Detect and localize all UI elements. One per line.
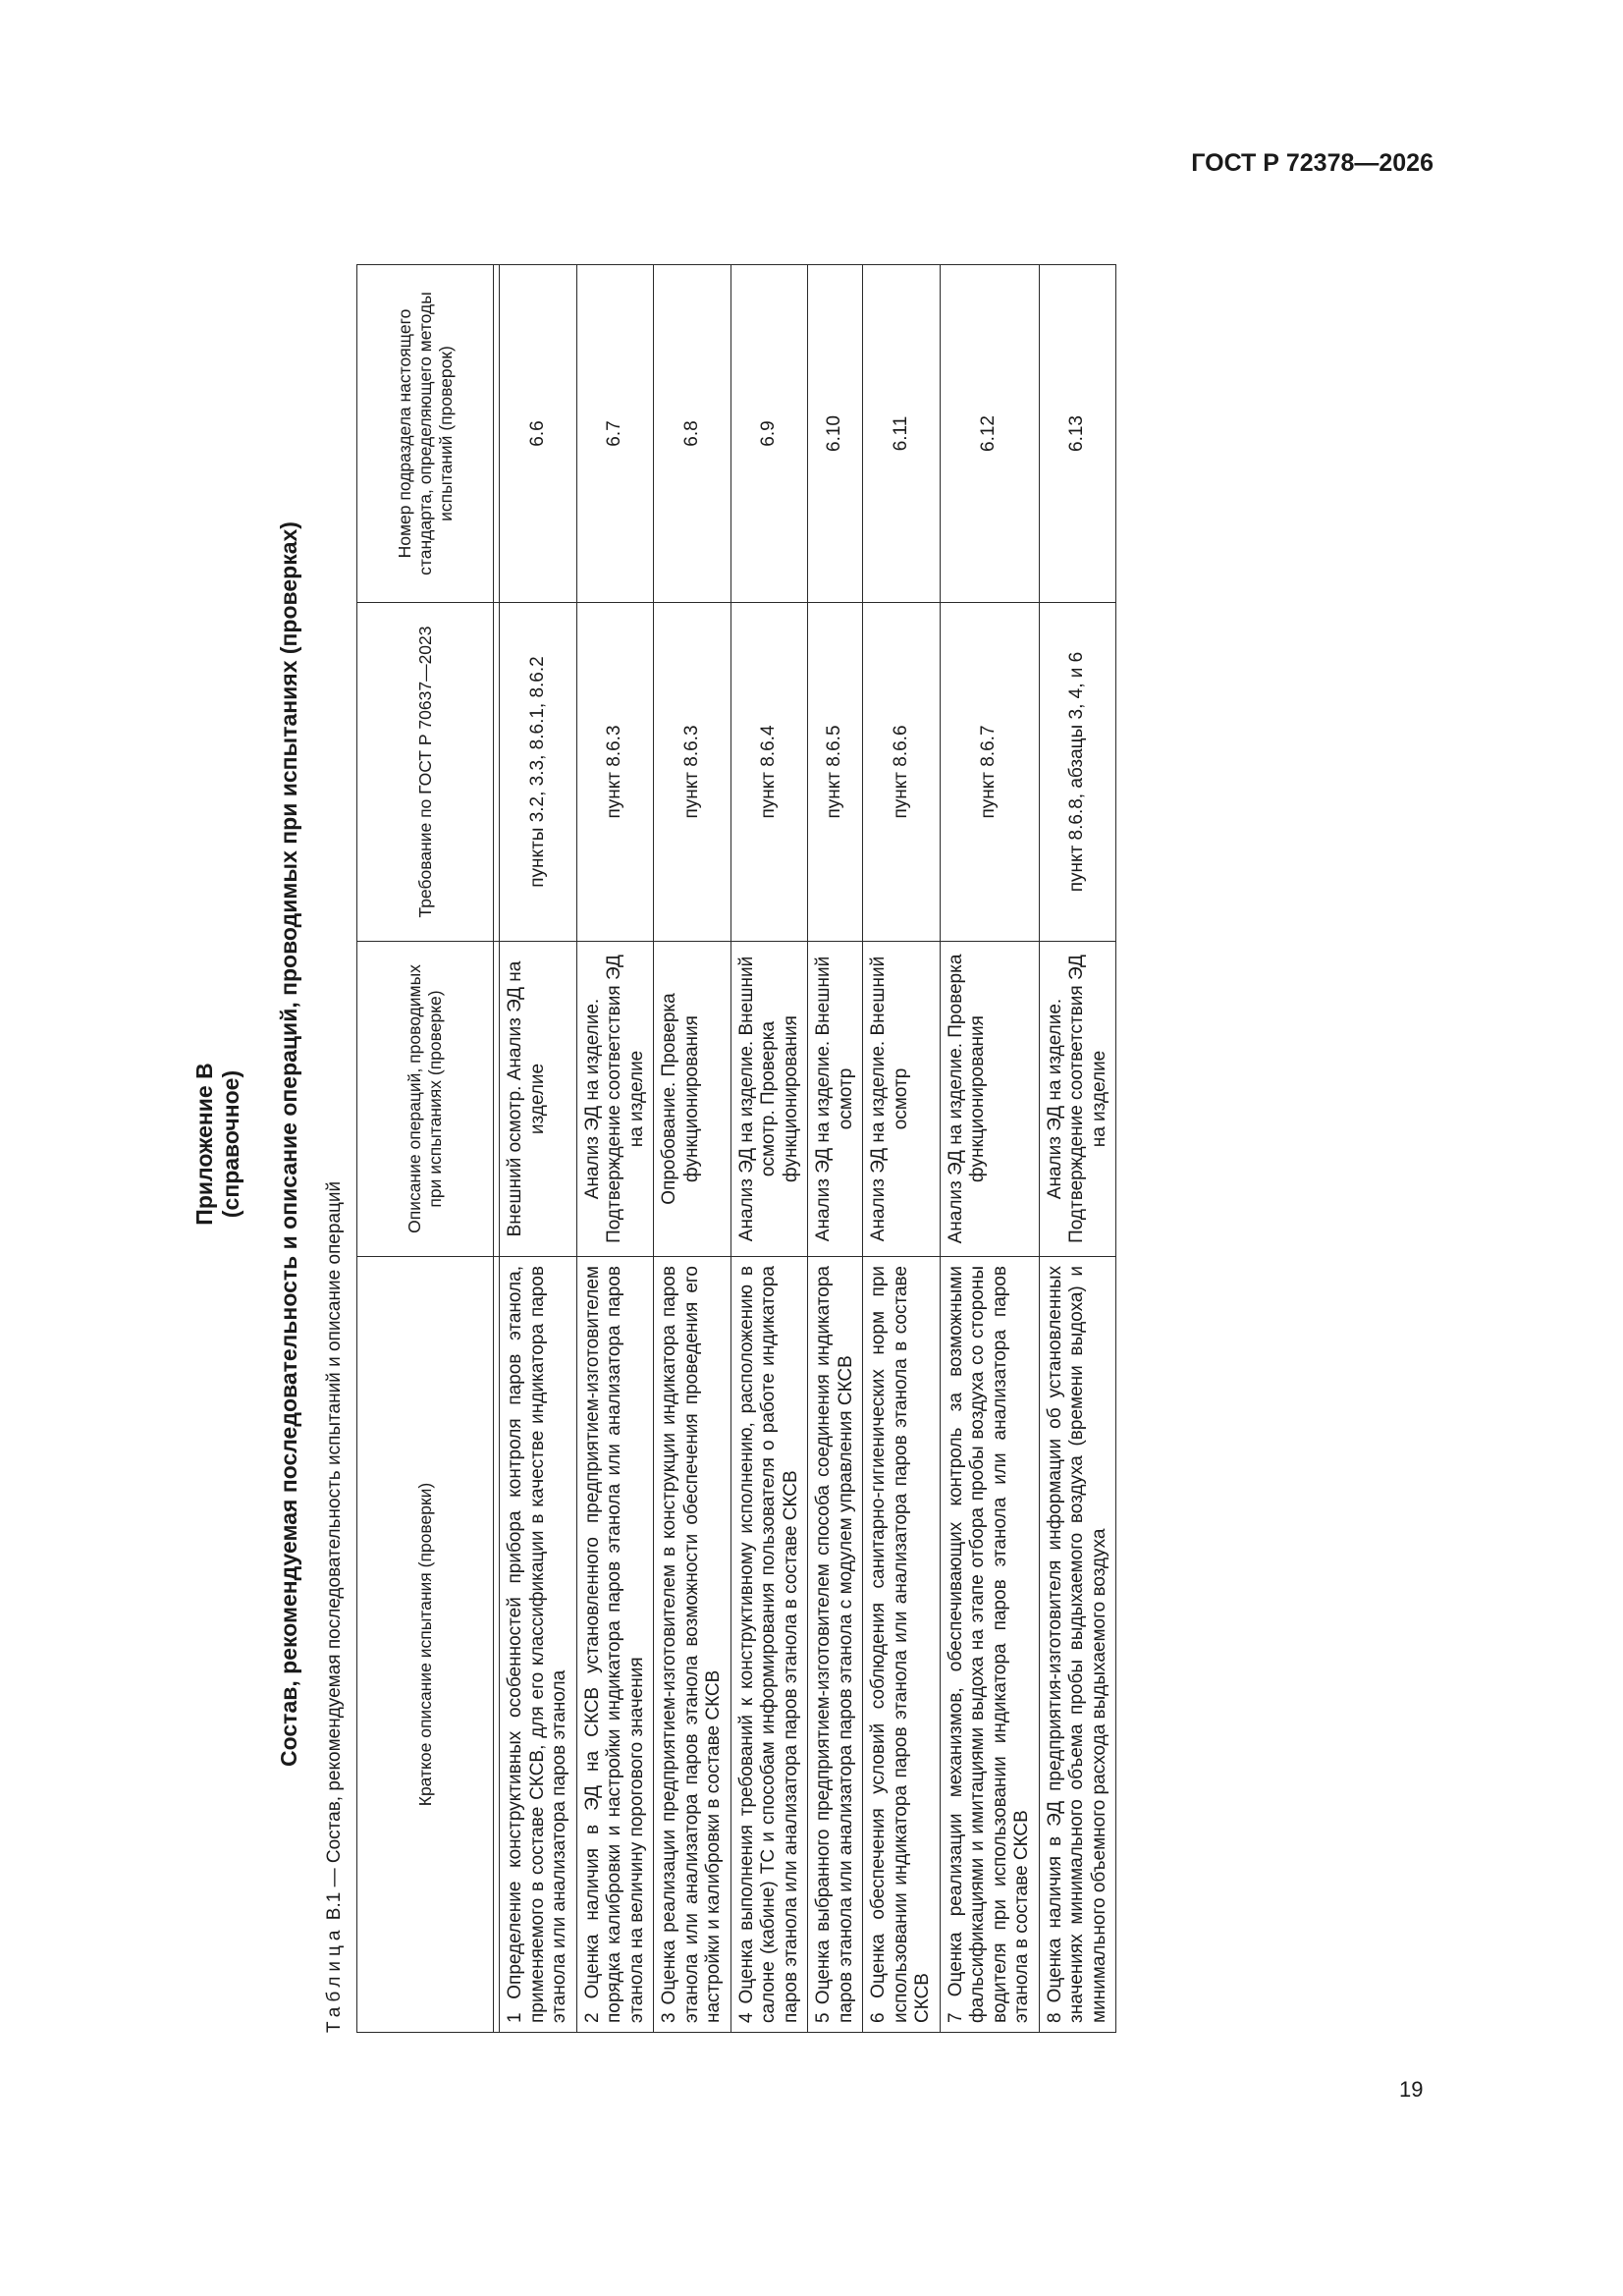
cell-short-description: 1 Определение конструктивных особенностей прибора контроля паров этанола, применяемого в составе СКСВ, для его классификации в качестве индикатора паров этанола или анализатора паров этанола: [500, 1257, 577, 2033]
cell-short-description: 8 Оценка наличия в ЭД предприятия-изготовителя информации об установленных значениях минимального объема пробы выдыхаемого воздуха (времени выдоха) и минимального объемного расхода выдыхаемого воздуха: [1039, 1257, 1116, 2033]
cell-requirement: пункт 8.6.3: [576, 603, 654, 942]
cell-short-description: 3 Оценка реализации предприятием-изготовителем в конструкции индикатора паров этанола или анализатора паров этанола возможности обеспечения проведения его настройки и калибровки в составе СКСВ: [654, 1257, 731, 2033]
cell-subsection: 6.13: [1039, 265, 1116, 603]
standard-code: ГОСТ Р 72378—2026: [1191, 149, 1434, 177]
annex-title: Приложение В: [191, 1063, 217, 1226]
cell-requirement: пункт 8.6.7: [940, 603, 1039, 942]
page-number: 19: [1399, 2077, 1424, 2102]
cell-subsection: 6.6: [500, 265, 577, 603]
table-row: [808, 265, 863, 2033]
cell-operations: Анализ ЭД на изделие. Подтверждение соответствия ЭД на изделие: [576, 942, 654, 1257]
table-caption: [324, 1181, 346, 2033]
cell-short-description: 6 Оценка обеспечения условий соблюдения санитарно-гигиенических норм при использовании индикатора паров этанола или анализатора паров этанола в составе СКСВ: [863, 1257, 941, 2033]
cell-short-description: 4 Оценка выполнения требований к конструктивному исполнению, расположению в салоне (кабине) ТС и способам информирования пользователя о работе индикатора паров этанола или анализатора паров этанола в составе СКСВ: [730, 1257, 808, 2033]
header-requirement: Требование по ГОСТ Р 70637—2023: [357, 603, 494, 942]
table-header-row: [357, 265, 494, 2033]
header-operations: Описание операций, проводимых при испытаниях (проверке): [357, 942, 494, 1257]
cell-operations: Внешний осмотр. Анализ ЭД на изделие: [500, 942, 577, 1257]
cell-operations: Анализ ЭД на изделие. Внешний осмотр. Проверка функционирования: [730, 942, 808, 1257]
cell-subsection: 6.8: [654, 265, 731, 603]
header-short-description: Краткое описание испытания (проверки): [357, 1257, 494, 2033]
cell-subsection: 6.11: [863, 265, 941, 603]
cell-short-description: 5 Оценка выбранного предприятием-изготовителем способа соединения индикатора паров этанола или анализатора паров этанола с модулем управления СКСВ: [808, 1257, 863, 2033]
cell-subsection: 6.10: [808, 265, 863, 603]
table-row: [1039, 265, 1116, 2033]
annex-subtitle: (справочное): [218, 1069, 243, 1219]
table-row: [863, 265, 941, 2033]
cell-requirement: пункт 8.6.8, абзацы 3, 4, и 6: [1039, 603, 1116, 942]
cell-operations: Опробование. Проверка функционирования: [654, 942, 731, 1257]
operations-table: [356, 264, 1116, 2033]
cell-subsection: 6.9: [730, 265, 808, 603]
cell-requirement: пункт 8.6.3: [654, 603, 731, 942]
cell-subsection: 6.12: [940, 265, 1039, 603]
cell-operations: Анализ ЭД на изделие. Внешний осмотр: [863, 942, 941, 1257]
annex-main-heading: Состав, рекомендуемая последовательность и описание операций, проводимых при испытаниях (проверках): [276, 521, 301, 1767]
cell-subsection: 6.7: [576, 265, 654, 603]
header-subsection: Номер подраздела настоящего стандарта, определяющего методы испытаний (проверок): [357, 265, 494, 603]
cell-requirement: пункт 8.6.5: [808, 603, 863, 942]
cell-operations: Анализ ЭД на изделие. Внешний осмотр: [808, 942, 863, 1257]
table-row: [940, 265, 1039, 2033]
cell-requirement: пункт 8.6.4: [730, 603, 808, 942]
cell-requirement: пункты 3.2, 3.3, 8.6.1, 8.6.2: [500, 603, 577, 942]
table-row: [576, 265, 654, 2033]
annex-heading: [191, 241, 244, 2048]
table-row: [500, 265, 577, 2033]
cell-short-description: 7 Оценка реализации механизмов, обеспечивающих контроль за возможными фальсификациями и имитациями выдоха на этапе отбора пробы воздуха со стороны водителя при использовании индикатора паров этанола или анализатора паров этанола в составе СКСВ: [940, 1257, 1039, 2033]
cell-requirement: пункт 8.6.6: [863, 603, 941, 942]
table-row: [654, 265, 731, 2033]
table-row: [730, 265, 808, 2033]
cell-operations: Анализ ЭД на изделие. Подтверждение соответствия ЭД на изделие: [1039, 942, 1116, 1257]
caption-text: В.1 — Состав, рекомендуемая последовательность испытаний и описание операций: [324, 1180, 345, 1926]
cell-short-description: 2 Оценка наличия в ЭД на СКСВ установленного предприятием-изготовителем порядка калибровки и настройки индикатора паров этанола или анализатора паров этанола на величину порогового значения: [576, 1257, 654, 2033]
cell-operations: Анализ ЭД на изделие. Проверка функционирования: [940, 942, 1039, 1257]
caption-label: Таблица: [324, 1925, 345, 2033]
rotated-content: [191, 241, 1409, 2048]
